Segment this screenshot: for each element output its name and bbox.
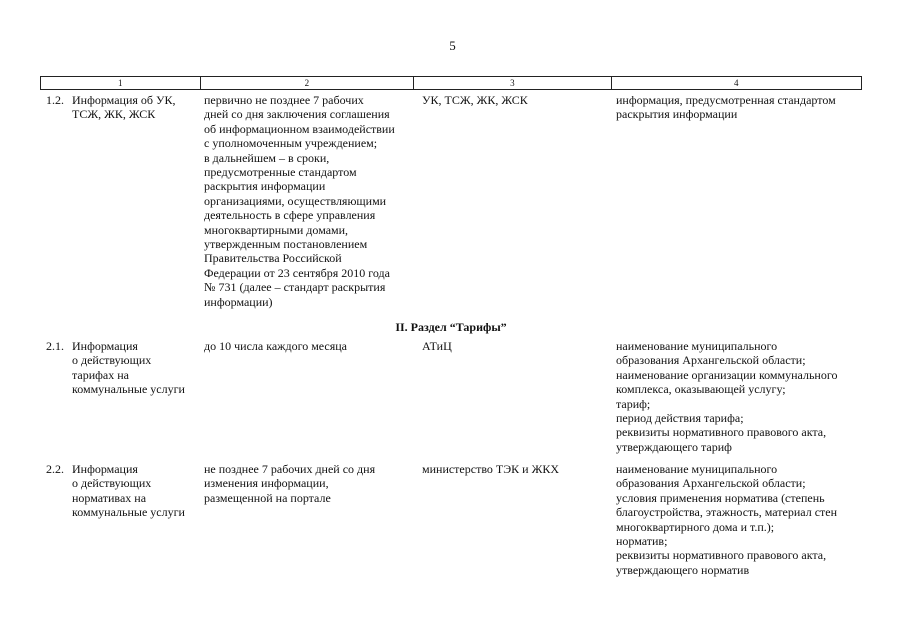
table-header: [40, 76, 862, 90]
row-name: Информация о действующих нормативах на коммунальные услуги: [72, 462, 185, 520]
row-responsible: АТиЦ: [422, 339, 452, 353]
row-name: Информация об УК, ТСЖ, ЖК, ЖСК: [72, 93, 176, 122]
header-col-1: 1: [41, 77, 201, 89]
header-col-4: 4: [734, 78, 739, 88]
row-number: 2.1.: [46, 339, 64, 353]
row-name: Информация о действующих тарифах на коммунальные услуги: [72, 339, 185, 397]
row-deadline: не позднее 7 рабочих дней со дня изменения информации, размещенной на портале: [204, 462, 376, 505]
row-responsible: УК, ТСЖ, ЖК, ЖСК: [422, 93, 528, 107]
row-number: 1.2.: [46, 93, 64, 107]
row-content: информация, предусмотренная стандартом раскрытия информации: [616, 93, 836, 122]
row-deadline: до 10 числа каждого месяца: [204, 339, 348, 353]
section-title: II. Раздел “Тарифы”: [395, 320, 507, 334]
row-content: наименование муниципального образования Архангельской области; условия применения норматива (степень благоустройства, этажность, материал стен многоквартирного дома и т.п.); норматив; реквизиты нормативного правового акта, утверждающего норматив: [616, 462, 838, 577]
row-content: наименование муниципального образования Архангельской области; наименование организации коммунального комплекса, оказывающей услугу; тариф; период действия тарифа; реквизиты нормативного правового акта, утверждающего тариф: [616, 339, 838, 454]
row-responsible: министерство ТЭК и ЖКХ: [422, 462, 560, 476]
row-deadline: первично не позднее 7 рабочих дней со дня заключения соглашения об информационном взаимодействии с уполномоченным учреждением; в дальнейшем – в сроки, предусмотренные стандартом раскрытия информации организациями, осуществляющими деятельность в сфере управления многоквартирными домами, утвержденным постановлением Правительства Российской Федерации от 23 сентября 2010 года № 731 (далее – стандарт раскрытия информации): [204, 93, 395, 309]
page-number: 5: [449, 38, 456, 53]
header-col-3: 3: [414, 77, 612, 89]
row-number: 2.2.: [46, 462, 64, 476]
header-col-2: 2: [201, 77, 414, 89]
